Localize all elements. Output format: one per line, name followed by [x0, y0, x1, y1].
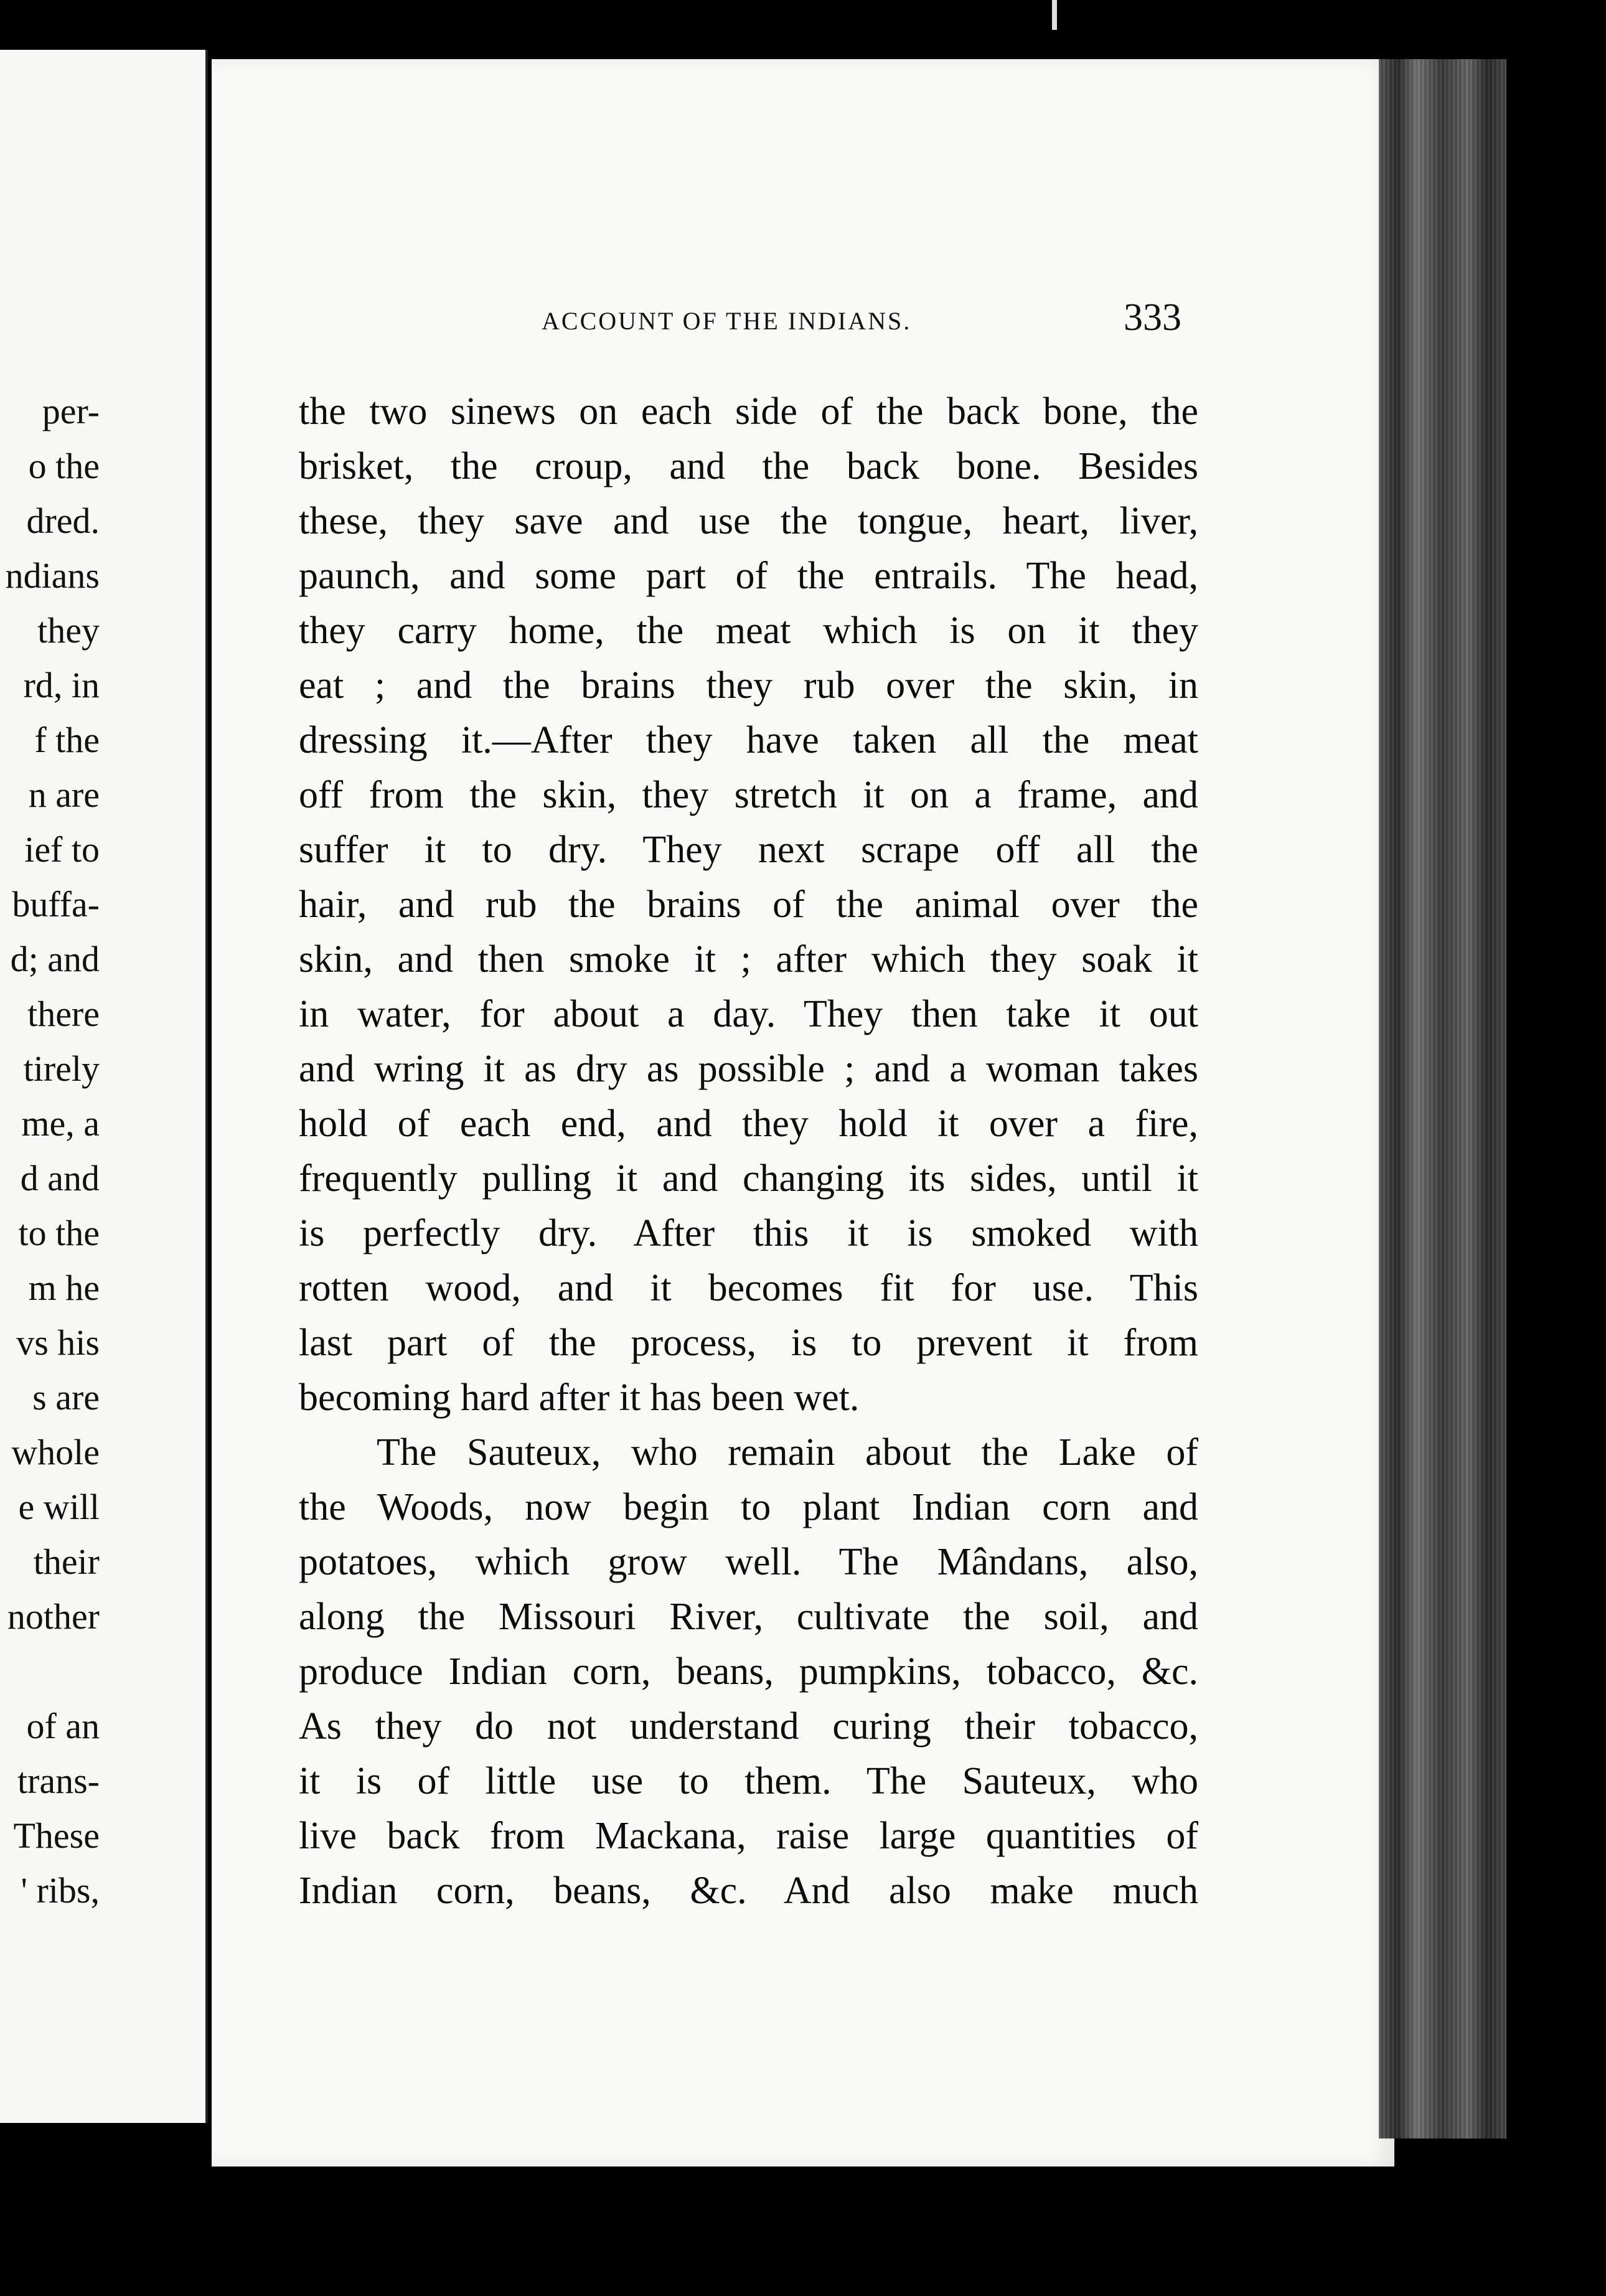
body-line: last part of the process, is to prevent it from — [299, 1322, 1198, 1364]
left-page-line: ' ribs, — [21, 1870, 100, 1911]
body-line: As they do not understand curing their tobacco, — [299, 1705, 1198, 1748]
left-page-line: trans- — [17, 1761, 100, 1801]
left-page-line: buffa- — [12, 884, 100, 925]
body-line: is perfectly dry. After this it is smoked with — [299, 1212, 1198, 1254]
running-head: ACCOUNT OF THE INDIANS. — [542, 307, 912, 335]
left-page-line: These — [13, 1815, 100, 1856]
body-line: hair, and rub the brains of the animal over the — [299, 883, 1198, 926]
left-page-line: f the — [34, 720, 100, 760]
body-line: live back from Mackana, raise large quantities of — [299, 1815, 1198, 1857]
left-page-line: m he — [28, 1268, 100, 1308]
left-page-line: d and — [20, 1158, 100, 1198]
body-line: they carry home, the meat which is on it they — [299, 609, 1198, 652]
left-page-line: rd, in — [23, 665, 100, 705]
scan-artifact-mark — [1052, 0, 1057, 30]
body-line: in water, for about a day. They then take it out — [299, 993, 1198, 1035]
body-line: suffer it to dry. They next scrape off all the — [299, 829, 1198, 871]
left-page-line: their — [33, 1541, 100, 1582]
body-line: rotten wood, and it becomes fit for use. This — [299, 1267, 1198, 1309]
body-line: dressing it.—After they have taken all the meat — [299, 719, 1198, 761]
left-facing-page — [0, 50, 208, 2123]
left-page-line: per- — [42, 391, 100, 431]
left-page-line: dred. — [26, 501, 100, 541]
body-line: it is of little use to them. The Sauteux, who — [299, 1760, 1198, 1802]
left-page-line: of an — [26, 1706, 100, 1746]
left-page-line: ief to — [24, 829, 100, 870]
body-line: becoming hard after it has been wet. — [299, 1376, 860, 1419]
body-line: The Sauteux, who remain about the Lake of — [377, 1431, 1198, 1474]
page-number: 333 — [1124, 296, 1181, 339]
body-line: off from the skin, they stretch it on a frame, and — [299, 774, 1198, 816]
left-page-line: tirely — [23, 1048, 100, 1089]
body-line: skin, and then smoke it ; after which they soak it — [299, 938, 1198, 981]
page-edge-texture — [1379, 59, 1506, 2138]
left-page-line: they — [37, 610, 100, 651]
left-page-line: vs his — [16, 1322, 100, 1363]
body-line: paunch, and some part of the entrails. The head, — [299, 555, 1198, 597]
left-page-line: s are — [32, 1377, 100, 1418]
left-page-line: nother — [7, 1596, 100, 1637]
body-line: these, they save and use the tongue, heart, liver, — [299, 500, 1198, 542]
left-page-line: whole — [11, 1432, 100, 1472]
body-line: Indian corn, beans, &c. And also make much — [299, 1870, 1198, 1912]
left-page-line: there — [27, 994, 100, 1034]
body-line: hold of each end, and they hold it over a fire, — [299, 1103, 1198, 1145]
body-line: potatoes, which grow well. The Mândans, also, — [299, 1541, 1198, 1583]
body-line: produce Indian corn, beans, pumpkins, tobacco, &c. — [299, 1650, 1198, 1693]
left-page-line: n are — [28, 774, 100, 815]
left-page-line: me, a — [21, 1103, 100, 1144]
body-line: the two sinews on each side of the back bone, the — [299, 390, 1198, 433]
left-page-line: ndians — [5, 555, 100, 596]
body-line: along the Missouri River, cultivate the soil, and — [299, 1596, 1198, 1638]
body-line: brisket, the croup, and the back bone. Besides — [299, 445, 1198, 487]
body-line: the Woods, now begin to plant Indian corn and — [299, 1486, 1198, 1528]
body-line: and wring it as dry as possible ; and a woman takes — [299, 1048, 1198, 1090]
body-line: eat ; and the brains they rub over the skin, in — [299, 664, 1198, 707]
body-line: frequently pulling it and changing its sides, until it — [299, 1157, 1198, 1200]
left-page-line: e will — [18, 1487, 100, 1527]
left-page-line: o the — [28, 446, 100, 486]
left-page-line: d; and — [10, 939, 100, 979]
book-page-edge — [1379, 59, 1506, 2138]
left-page-line: to the — [18, 1213, 100, 1253]
